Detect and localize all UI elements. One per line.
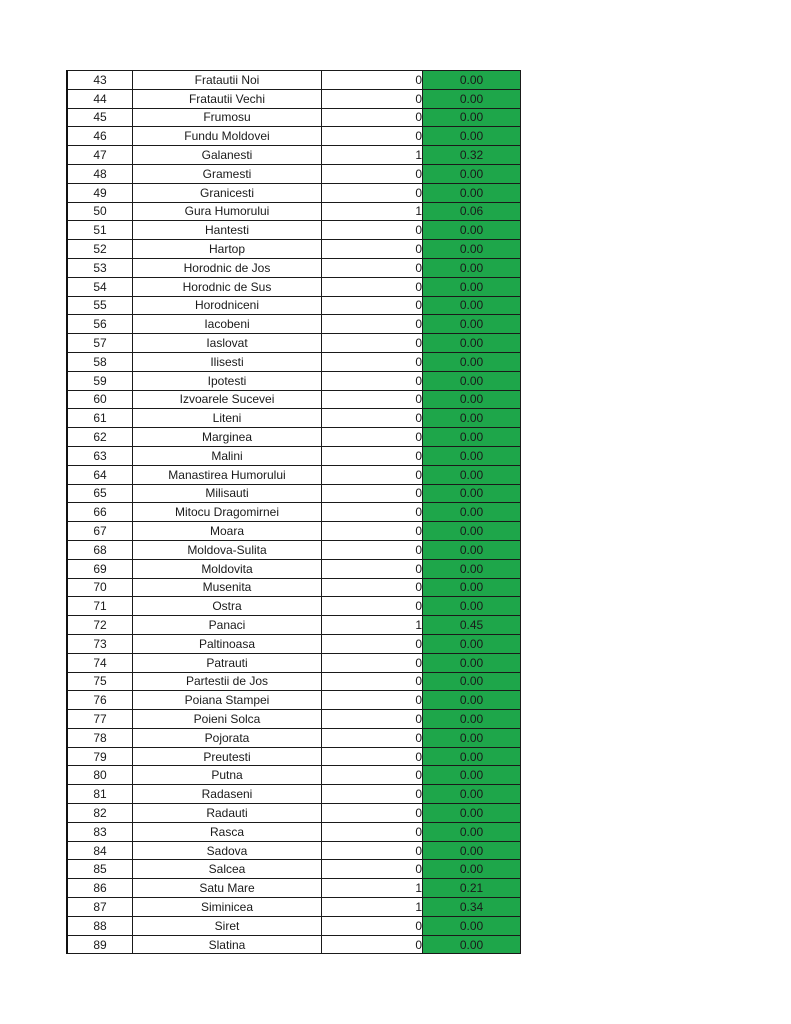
count-cell: 0: [322, 634, 423, 653]
table-row: [67, 183, 521, 202]
count-cell: 0: [322, 710, 423, 729]
rate-cell: 0.00: [423, 446, 521, 465]
rate-cell: 0.00: [423, 89, 521, 108]
rate-cell: 0.00: [423, 258, 521, 277]
rate-cell: 0.00: [423, 371, 521, 390]
table-row: [67, 465, 521, 484]
count-cell: 0: [322, 578, 423, 597]
row-number-cell: 65: [67, 484, 133, 503]
row-number-cell: 86: [67, 879, 133, 898]
locality-name-cell: Fundu Moldovei: [133, 127, 322, 146]
rate-cell: 0.32: [423, 146, 521, 165]
rate-cell: 0.00: [423, 240, 521, 259]
locality-name-cell: Salcea: [133, 860, 322, 879]
locality-name-cell: Poieni Solca: [133, 710, 322, 729]
locality-name-cell: Malini: [133, 446, 322, 465]
count-cell: 0: [322, 240, 423, 259]
row-number-cell: 77: [67, 710, 133, 729]
locality-name-cell: Hartop: [133, 240, 322, 259]
row-number-cell: 67: [67, 522, 133, 541]
rate-cell: 0.45: [423, 616, 521, 635]
table-row: [67, 916, 521, 935]
rate-cell: 0.21: [423, 879, 521, 898]
rate-cell: 0.00: [423, 484, 521, 503]
table-row: [67, 559, 521, 578]
locality-name-cell: Radauti: [133, 804, 322, 823]
table-row: [67, 597, 521, 616]
count-cell: 0: [322, 183, 423, 202]
row-number-cell: 88: [67, 916, 133, 935]
table-row: [67, 578, 521, 597]
count-cell: 0: [322, 747, 423, 766]
table-row: [67, 691, 521, 710]
count-cell: 0: [322, 352, 423, 371]
count-cell: 1: [322, 616, 423, 635]
count-cell: 0: [322, 728, 423, 747]
table-row: [67, 672, 521, 691]
table-row: [67, 653, 521, 672]
row-number-cell: 74: [67, 653, 133, 672]
locality-name-cell: Galanesti: [133, 146, 322, 165]
row-number-cell: 48: [67, 164, 133, 183]
count-cell: 0: [322, 296, 423, 315]
table-row: [67, 804, 521, 823]
table-row: [67, 446, 521, 465]
rate-cell: 0.00: [423, 296, 521, 315]
locality-name-cell: Musenita: [133, 578, 322, 597]
locality-name-cell: Moldova-Sulita: [133, 540, 322, 559]
count-cell: 0: [322, 597, 423, 616]
locality-name-cell: Preutesti: [133, 747, 322, 766]
row-number-cell: 81: [67, 785, 133, 804]
row-number-cell: 56: [67, 315, 133, 334]
row-number-cell: 76: [67, 691, 133, 710]
locality-name-cell: Moara: [133, 522, 322, 541]
row-number-cell: 60: [67, 390, 133, 409]
locality-name-cell: Horodnic de Jos: [133, 258, 322, 277]
count-cell: 0: [322, 71, 423, 90]
row-number-cell: 71: [67, 597, 133, 616]
count-cell: 0: [322, 409, 423, 428]
row-number-cell: 43: [67, 71, 133, 90]
locality-name-cell: Mitocu Dragomirnei: [133, 503, 322, 522]
count-cell: 0: [322, 428, 423, 447]
count-cell: 0: [322, 484, 423, 503]
locality-name-cell: Moldovita: [133, 559, 322, 578]
locality-name-cell: Siret: [133, 916, 322, 935]
row-number-cell: 53: [67, 258, 133, 277]
locality-name-cell: Siminicea: [133, 898, 322, 917]
table-row: [67, 540, 521, 559]
row-number-cell: 89: [67, 935, 133, 954]
table-row: [67, 935, 521, 954]
locality-name-cell: Milisauti: [133, 484, 322, 503]
locality-name-cell: Radaseni: [133, 785, 322, 804]
row-number-cell: 73: [67, 634, 133, 653]
rate-cell: 0.00: [423, 409, 521, 428]
rate-cell: 0.00: [423, 935, 521, 954]
locality-name-cell: Gramesti: [133, 164, 322, 183]
table-row: [67, 315, 521, 334]
count-cell: 1: [322, 879, 423, 898]
table-row: [67, 89, 521, 108]
rate-cell: 0.06: [423, 202, 521, 221]
table-row: [67, 390, 521, 409]
row-number-cell: 69: [67, 559, 133, 578]
row-number-cell: 50: [67, 202, 133, 221]
row-number-cell: 58: [67, 352, 133, 371]
rate-cell: 0.00: [423, 390, 521, 409]
count-cell: 0: [322, 559, 423, 578]
locality-name-cell: Frumosu: [133, 108, 322, 127]
rate-cell: 0.00: [423, 108, 521, 127]
table-row: [67, 71, 521, 90]
row-number-cell: 61: [67, 409, 133, 428]
row-number-cell: 79: [67, 747, 133, 766]
row-number-cell: 52: [67, 240, 133, 259]
rate-cell: 0.00: [423, 127, 521, 146]
locality-name-cell: Iaslovat: [133, 334, 322, 353]
locality-name-cell: Izvoarele Sucevei: [133, 390, 322, 409]
rate-cell: 0.00: [423, 597, 521, 616]
row-number-cell: 45: [67, 108, 133, 127]
rate-cell: 0.00: [423, 860, 521, 879]
row-number-cell: 64: [67, 465, 133, 484]
rate-cell: 0.00: [423, 183, 521, 202]
count-cell: 1: [322, 146, 423, 165]
locality-name-cell: Ostra: [133, 597, 322, 616]
row-number-cell: 80: [67, 766, 133, 785]
count-cell: 0: [322, 916, 423, 935]
row-number-cell: 57: [67, 334, 133, 353]
table-row: [67, 277, 521, 296]
locality-name-cell: Gura Humorului: [133, 202, 322, 221]
table-row: [67, 747, 521, 766]
count-cell: 0: [322, 653, 423, 672]
locality-name-cell: Sadova: [133, 841, 322, 860]
table-row: [67, 785, 521, 804]
table-row: [67, 240, 521, 259]
row-number-cell: 47: [67, 146, 133, 165]
table-row: [67, 428, 521, 447]
count-cell: 0: [322, 822, 423, 841]
locality-name-cell: Marginea: [133, 428, 322, 447]
row-number-cell: 54: [67, 277, 133, 296]
count-cell: 1: [322, 898, 423, 917]
count-cell: 0: [322, 503, 423, 522]
row-number-cell: 72: [67, 616, 133, 635]
row-number-cell: 75: [67, 672, 133, 691]
rate-cell: 0.00: [423, 503, 521, 522]
table-row: [67, 616, 521, 635]
table-row: [67, 710, 521, 729]
rate-cell: 0.00: [423, 277, 521, 296]
rate-cell: 0.00: [423, 728, 521, 747]
table-row: [67, 146, 521, 165]
row-number-cell: 51: [67, 221, 133, 240]
table-row: [67, 371, 521, 390]
count-cell: 0: [322, 164, 423, 183]
rate-cell: 0.00: [423, 164, 521, 183]
table-row: [67, 296, 521, 315]
row-number-cell: 55: [67, 296, 133, 315]
row-number-cell: 87: [67, 898, 133, 917]
locality-name-cell: Manastirea Humorului: [133, 465, 322, 484]
count-cell: 0: [322, 390, 423, 409]
rate-cell: 0.00: [423, 428, 521, 447]
table-row: [67, 221, 521, 240]
rate-cell: 0.00: [423, 653, 521, 672]
locality-table: [66, 70, 521, 954]
rate-cell: 0.00: [423, 804, 521, 823]
row-number-cell: 49: [67, 183, 133, 202]
locality-name-cell: Partestii de Jos: [133, 672, 322, 691]
count-cell: 0: [322, 766, 423, 785]
row-number-cell: 84: [67, 841, 133, 860]
rate-cell: 0.00: [423, 540, 521, 559]
locality-name-cell: Slatina: [133, 935, 322, 954]
rate-cell: 0.00: [423, 691, 521, 710]
rate-cell: 0.00: [423, 352, 521, 371]
count-cell: 0: [322, 691, 423, 710]
table-row: [67, 766, 521, 785]
row-number-cell: 59: [67, 371, 133, 390]
row-number-cell: 68: [67, 540, 133, 559]
count-cell: 0: [322, 804, 423, 823]
rate-cell: 0.00: [423, 465, 521, 484]
table-row: [67, 164, 521, 183]
count-cell: 0: [322, 127, 423, 146]
rate-cell: 0.00: [423, 522, 521, 541]
rate-cell: 0.00: [423, 221, 521, 240]
locality-name-cell: Liteni: [133, 409, 322, 428]
count-cell: 0: [322, 108, 423, 127]
locality-name-cell: Fratautii Vechi: [133, 89, 322, 108]
count-cell: 0: [322, 371, 423, 390]
rate-cell: 0.00: [423, 71, 521, 90]
locality-name-cell: Putna: [133, 766, 322, 785]
row-number-cell: 63: [67, 446, 133, 465]
count-cell: 0: [322, 334, 423, 353]
count-cell: 0: [322, 465, 423, 484]
locality-name-cell: Ilisesti: [133, 352, 322, 371]
count-cell: 0: [322, 935, 423, 954]
count-cell: 0: [322, 315, 423, 334]
locality-name-cell: Paltinoasa: [133, 634, 322, 653]
locality-name-cell: Hantesti: [133, 221, 322, 240]
locality-name-cell: Ipotesti: [133, 371, 322, 390]
locality-name-cell: Iacobeni: [133, 315, 322, 334]
count-cell: 0: [322, 277, 423, 296]
locality-name-cell: Horodnic de Sus: [133, 277, 322, 296]
locality-name-cell: Pojorata: [133, 728, 322, 747]
table-row: [67, 503, 521, 522]
locality-name-cell: Horodniceni: [133, 296, 322, 315]
count-cell: 0: [322, 860, 423, 879]
rate-cell: 0.00: [423, 766, 521, 785]
table-row: [67, 898, 521, 917]
rate-cell: 0.00: [423, 315, 521, 334]
table-row: [67, 352, 521, 371]
locality-name-cell: Satu Mare: [133, 879, 322, 898]
table-row: [67, 728, 521, 747]
table-row: [67, 822, 521, 841]
table-row: [67, 522, 521, 541]
rate-cell: 0.00: [423, 559, 521, 578]
table-row: [67, 334, 521, 353]
rate-cell: 0.00: [423, 578, 521, 597]
rate-cell: 0.00: [423, 334, 521, 353]
count-cell: 0: [322, 785, 423, 804]
rate-cell: 0.00: [423, 916, 521, 935]
rate-cell: 0.00: [423, 710, 521, 729]
row-number-cell: 44: [67, 89, 133, 108]
locality-name-cell: Rasca: [133, 822, 322, 841]
table-row: [67, 879, 521, 898]
rate-cell: 0.34: [423, 898, 521, 917]
table-row: [67, 634, 521, 653]
table-row: [67, 860, 521, 879]
table-row: [67, 409, 521, 428]
count-cell: 0: [322, 221, 423, 240]
count-cell: 0: [322, 522, 423, 541]
row-number-cell: 70: [67, 578, 133, 597]
rate-cell: 0.00: [423, 672, 521, 691]
count-cell: 0: [322, 446, 423, 465]
locality-name-cell: Fratautii Noi: [133, 71, 322, 90]
rate-cell: 0.00: [423, 747, 521, 766]
table-row: [67, 202, 521, 221]
row-number-cell: 85: [67, 860, 133, 879]
row-number-cell: 82: [67, 804, 133, 823]
row-number-cell: 78: [67, 728, 133, 747]
table-row: [67, 484, 521, 503]
table-row: [67, 841, 521, 860]
table-row: [67, 127, 521, 146]
locality-name-cell: Granicesti: [133, 183, 322, 202]
locality-name-cell: Poiana Stampei: [133, 691, 322, 710]
count-cell: 0: [322, 258, 423, 277]
table-row: [67, 108, 521, 127]
count-cell: 1: [322, 202, 423, 221]
table-row: [67, 258, 521, 277]
count-cell: 0: [322, 89, 423, 108]
row-number-cell: 83: [67, 822, 133, 841]
row-number-cell: 66: [67, 503, 133, 522]
count-cell: 0: [322, 540, 423, 559]
table-body: [67, 71, 521, 954]
row-number-cell: 46: [67, 127, 133, 146]
rate-cell: 0.00: [423, 785, 521, 804]
locality-name-cell: Panaci: [133, 616, 322, 635]
rate-cell: 0.00: [423, 822, 521, 841]
locality-name-cell: Patrauti: [133, 653, 322, 672]
count-cell: 0: [322, 841, 423, 860]
rate-cell: 0.00: [423, 841, 521, 860]
count-cell: 0: [322, 672, 423, 691]
row-number-cell: 62: [67, 428, 133, 447]
rate-cell: 0.00: [423, 634, 521, 653]
